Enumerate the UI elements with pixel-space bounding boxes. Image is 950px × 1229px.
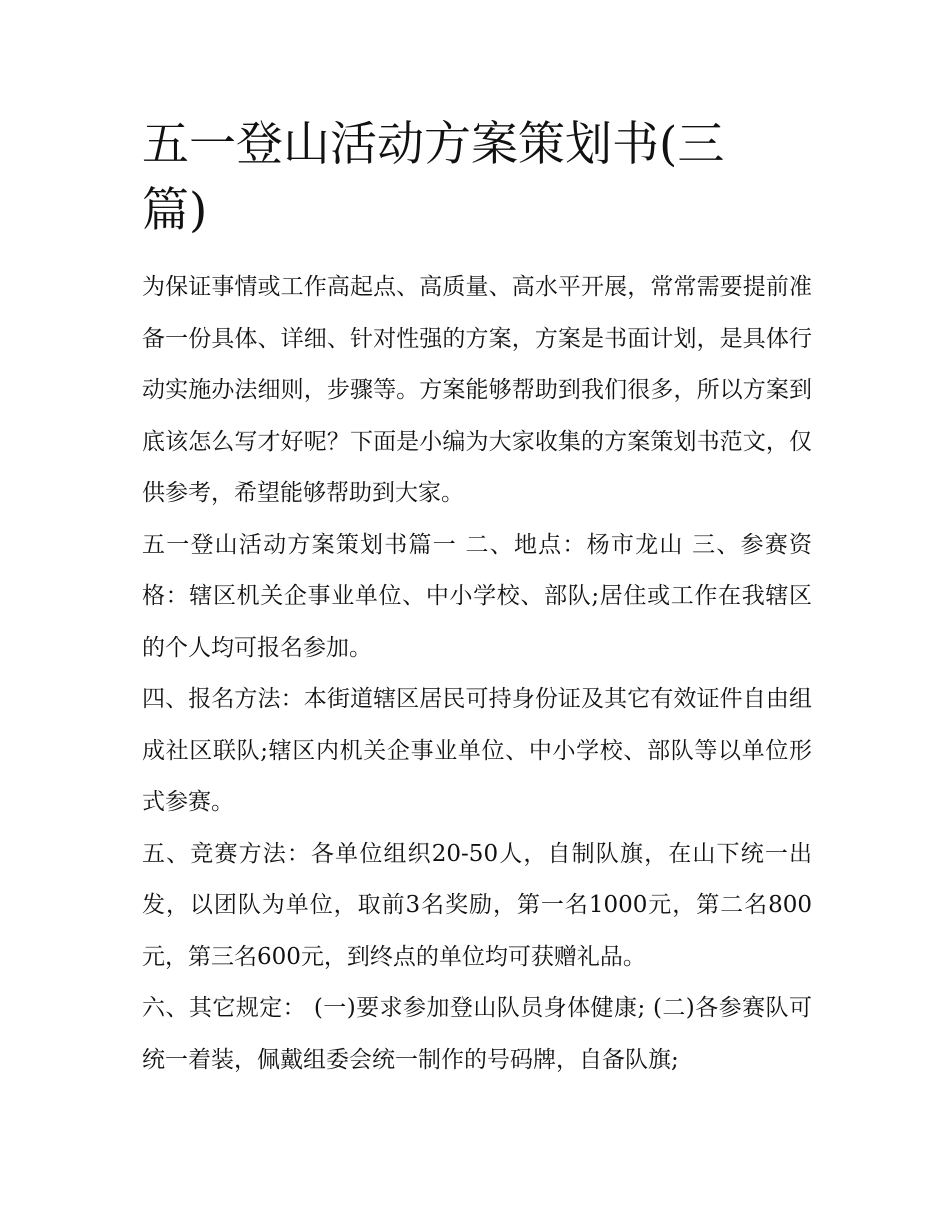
document-body [142, 262, 812, 1086]
document-page [142, 112, 812, 1086]
section-other-rules: 六、其它规定： (一)要求参加登山队员身体健康; (二)各参赛队可统一着装，佩戴组委会统一制作的号码牌，自备队旗; [142, 995, 812, 1073]
section-registration-method: 四、报名方法：本街道辖区居民可持身份证及其它有效证件自由组成社区联队;辖区内机关企事业单位、中小学校、部队等以单位形式参赛。 [142, 686, 812, 815]
document-title: 五一登山活动方案策划书(三篇) [142, 117, 725, 238]
intro-paragraph: 为保证事情或工作高起点、高质量、高水平开展，常常需要提前准备一份具体、详细、针对性强的方案，方案是书面计划，是具体行动实施办法细则，步骤等。方案能够帮助到我们很多，所以方案到底该怎么写才好呢？下面是小编为大家收集的方案策划书范文，仅供参考，希望能够帮助到大家。 [142, 274, 812, 506]
section-competition-method: 五、竞赛方法：各单位组织20-50人，自制队旗，在山下统一出发，以团队为单位，取前3名奖励，第一名1000元，第二名800元，第三名600元，到终点的单位均可获赠礼品。 [142, 840, 812, 970]
section-location-eligibility: 五一登山活动方案策划书篇一 二、地点：杨市龙山 三、参赛资格：辖区机关企事业单位、中小学校、部队;居住或工作在我辖区的个人均可报名参加。 [142, 531, 812, 661]
